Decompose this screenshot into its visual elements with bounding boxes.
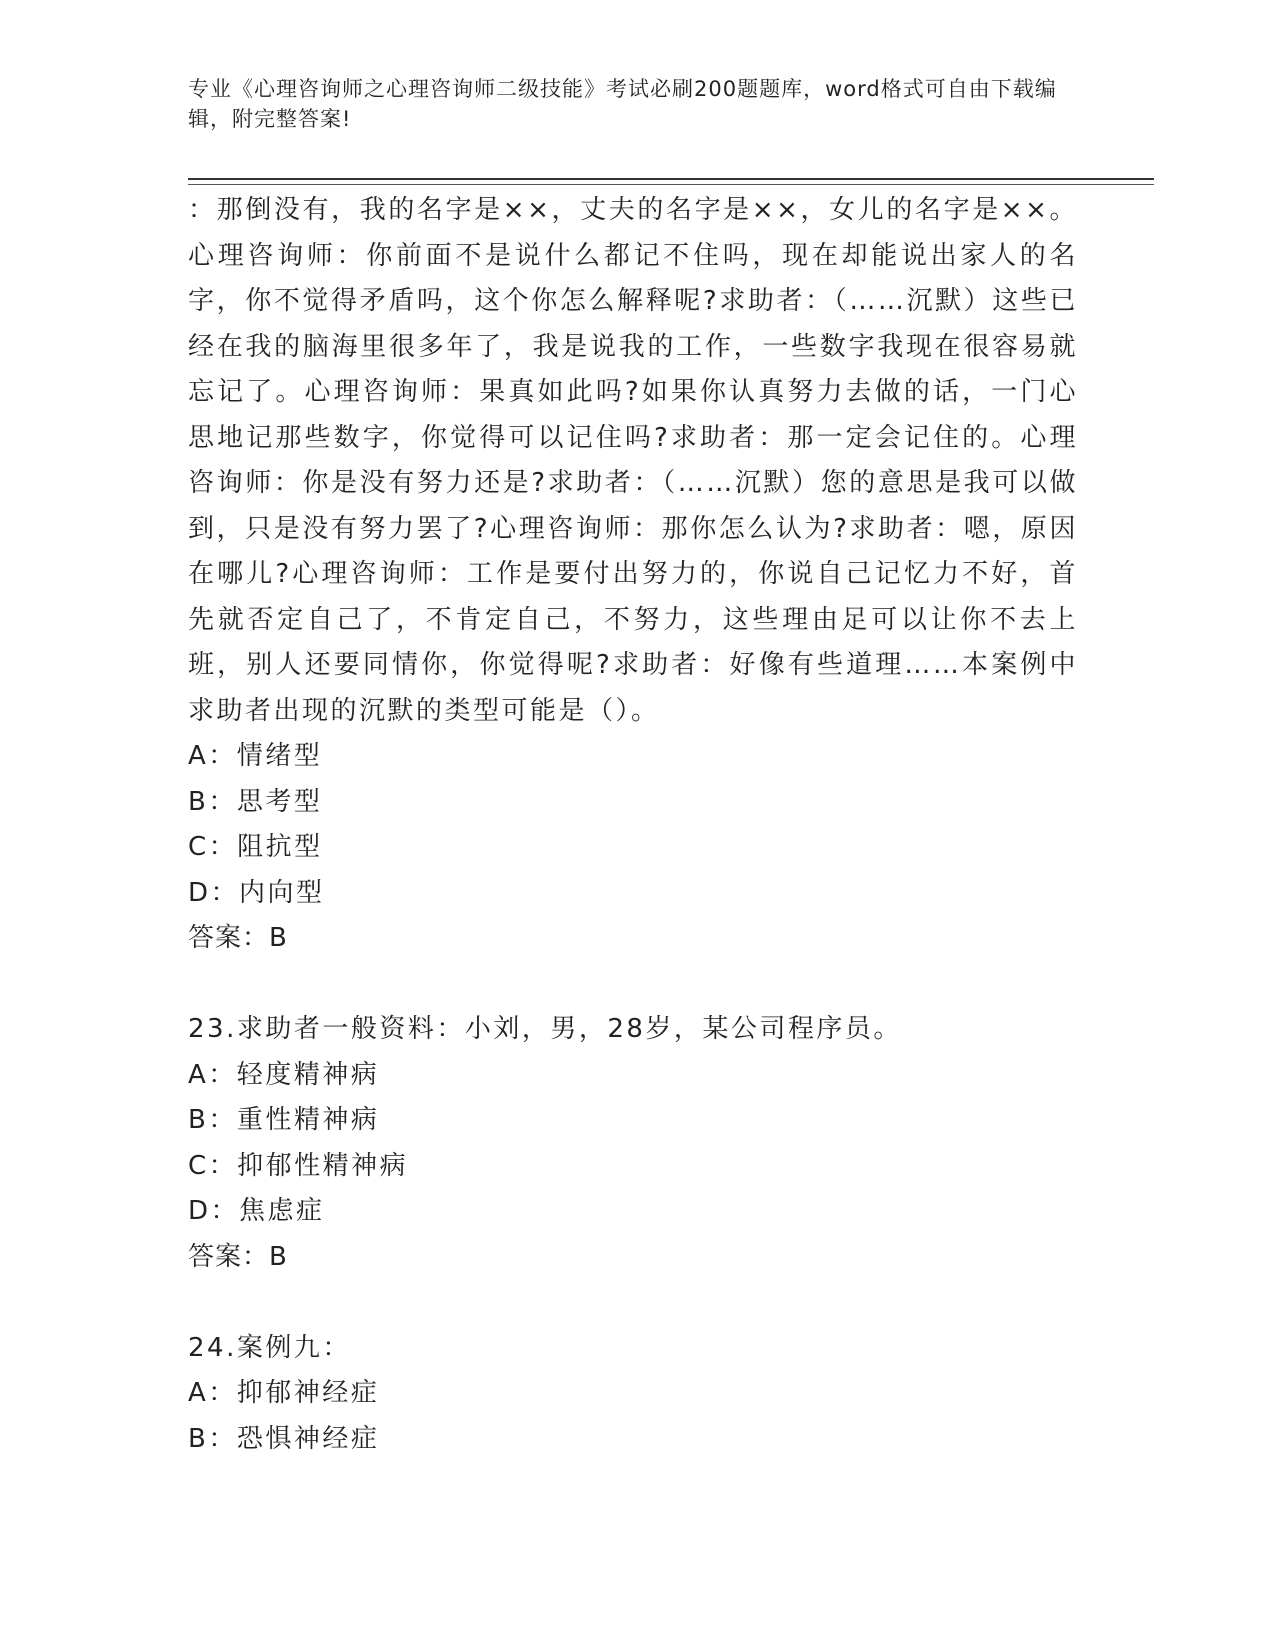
document-body xyxy=(188,188,1078,1462)
option-a: A：抑郁神经症 xyxy=(188,1378,380,1408)
option-b: B：思考型 xyxy=(188,786,323,817)
question-24 xyxy=(188,1326,1078,1463)
document-title: 专业《心理咨询师之心理咨询师二级技能》考试必刷200题题库，word格式可自由下载编辑，附完整答案! xyxy=(188,77,1057,131)
option-b: B：重性精神病 xyxy=(188,1105,380,1135)
option-b: B：恐惧神经症 xyxy=(188,1423,380,1454)
header-divider-thick xyxy=(188,178,1154,180)
spacer xyxy=(188,962,1078,1008)
answer-line: 答案：B xyxy=(188,923,288,953)
option-d: D：焦虑症 xyxy=(188,1196,325,1226)
question-22 xyxy=(188,188,1078,962)
option-c: C：抑郁性精神病 xyxy=(188,1150,409,1181)
header-divider-thin xyxy=(188,184,1154,185)
document-header xyxy=(188,74,1068,134)
spacer xyxy=(188,1280,1078,1326)
question-passage: ：那倒没有，我的名字是××，丈夫的名字是××，女儿的名字是××。心理咨询师：你前面不是说什么都记不住吗，现在却能说出家人的名字，你不觉得矛盾吗，这个你怎么解释呢?求助者：（……沉默）这些已经在我的脑海里很多年了，我是说我的工作，一些数字我现在很容易就忘记了。心理咨询师：果真如此吗?如果你认真努力去做的话，一门心思地记那些数字，你觉得可以记住吗?求助者：那一定会记住的。心理咨询师：你是没有努力还是?求助者：（……沉默）您的意思是我可以做到，只是没有努力罢了?心理咨询师：那你怎么认为?求助者：嗯，原因在哪儿?心理咨询师：工作是要付出努力的，你说自己记忆力不好，首先就否定自己了，不肯定自己，不努力，这些理由足可以让你不去上班，别人还要同情你，你觉得呢?求助者：好像有些道理……本案例中求助者出现的沉默的类型可能是（）。 xyxy=(188,195,1078,726)
option-c: C：阻抗型 xyxy=(188,832,323,862)
answer-line: 答案：B xyxy=(188,1241,288,1272)
question-23 xyxy=(188,1007,1078,1280)
question-stem: 23.求助者一般资料：小刘，男，28岁，某公司程序员。 xyxy=(188,1014,902,1044)
option-d: D：内向型 xyxy=(188,877,325,908)
question-stem: 24.案例九： xyxy=(188,1332,351,1363)
option-a: A：轻度精神病 xyxy=(188,1059,380,1090)
option-a: A：情绪型 xyxy=(188,741,323,771)
